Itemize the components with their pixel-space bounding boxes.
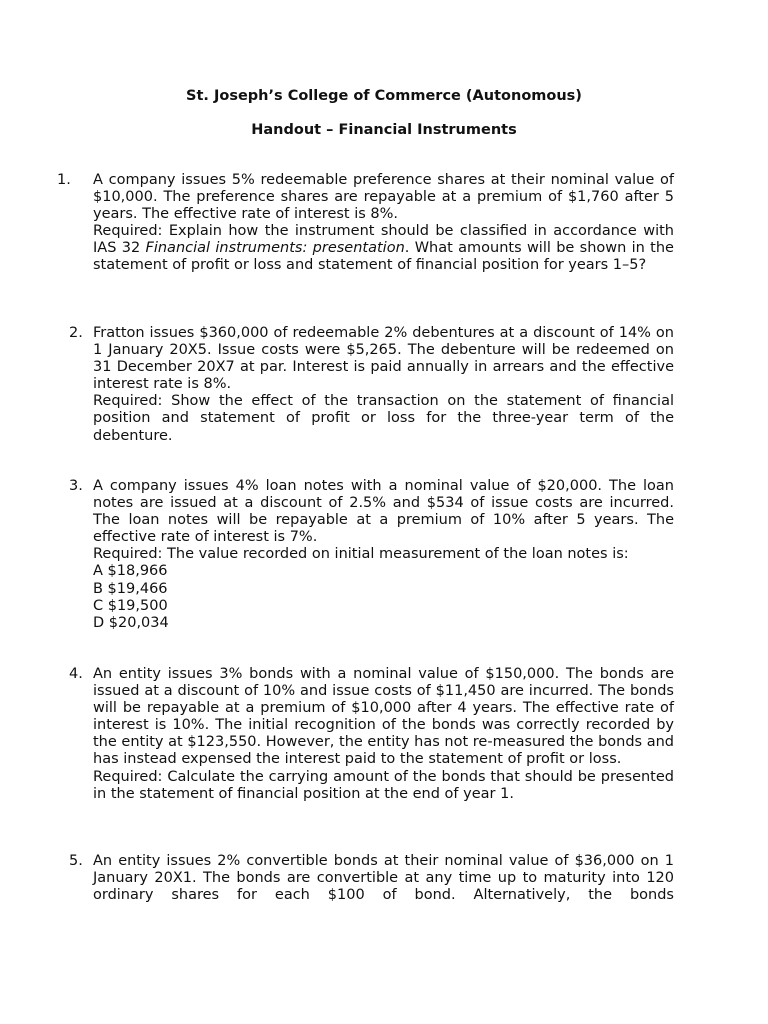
question-body — [93, 853, 674, 904]
question-required: Required: Show the effect of the transaction on the statement of financial position and statement of profit or loss for the three-year term of the debenture. — [93, 393, 674, 444]
question-body — [93, 478, 674, 632]
question-body — [93, 666, 674, 803]
question-number: 2. — [69, 325, 83, 341]
question-number: 3. — [69, 478, 83, 494]
option-a: A $18,966 — [93, 563, 168, 580]
required-text-cont: . What amounts will be shown in the statement of profit or loss and statement of financial position for years 1–5? — [93, 240, 674, 274]
question-required: Required: Calculate the carrying amount of the bonds that should be presented in the statement of financial position at the end of year 1. — [93, 768, 674, 802]
required-text: Required: Explain how the instrument should be classified in accordance with IAS 32 — [93, 223, 674, 257]
question-number: 5. — [69, 853, 83, 869]
standard-title: Financial instruments: presentation — [145, 240, 405, 257]
college-title: St. Joseph’s College of Commerce (Autonomous) — [186, 88, 582, 104]
question-text: A company issues 5% redeemable preference shares at their nominal value of $10,000. The preference shares are repayable at a premium of $1,760 after 5 years. The effective rate of interest is 8%. — [93, 172, 674, 223]
option-b: B $19,466 — [93, 580, 168, 597]
question-number: 1. — [57, 172, 71, 188]
question-text: A company issues 4% loan notes with a nominal value of $20,000. The loan notes are issued at a discount of 2.5% and $534 of issue costs are incurred. The loan notes will be repayable at a premium of 10% after 5 years. The effective rate of interest is 7%. — [93, 478, 674, 546]
option-d: D $20,034 — [93, 614, 169, 631]
question-body — [93, 325, 674, 445]
question-required: Required: The value recorded on initial measurement of the loan notes is: — [93, 546, 629, 563]
question-text: Fratton issues $360,000 of redeemable 2% debentures at a discount of 14% on 1 January 20X5. Issue costs were $5,265. The debenture will be redeemed on 31 December 20X7 at par. Interest is paid annually in arrears and the effective interest rate is 8%. — [93, 325, 674, 393]
question-text: An entity issues 2% convertible bonds at their nominal value of $36,000 on 1 January 20X1. The bonds are convertible at any time up to maturity into 120 ordinary shares for each $100 of bond. Alternatively, the bonds — [93, 853, 674, 904]
question-required — [93, 223, 674, 274]
question-text: An entity issues 3% bonds with a nominal value of $150,000. The bonds are issued at a discount of 10% and issue costs of $11,450 are incurred. The bonds will be repayable at a premium of $10,000 after 4 years. The effective rate of interest is 10%. The initial recognition of the bonds was correctly recorded by the entity at $123,550. However, the entity has not re-measured the bonds and has instead expensed the interest paid to the statement of profit or loss. — [93, 666, 674, 768]
option-c: C $19,500 — [93, 597, 168, 614]
question-body — [93, 172, 674, 275]
question-number: 4. — [69, 666, 83, 682]
handout-title: Handout – Financial Instruments — [251, 122, 517, 138]
